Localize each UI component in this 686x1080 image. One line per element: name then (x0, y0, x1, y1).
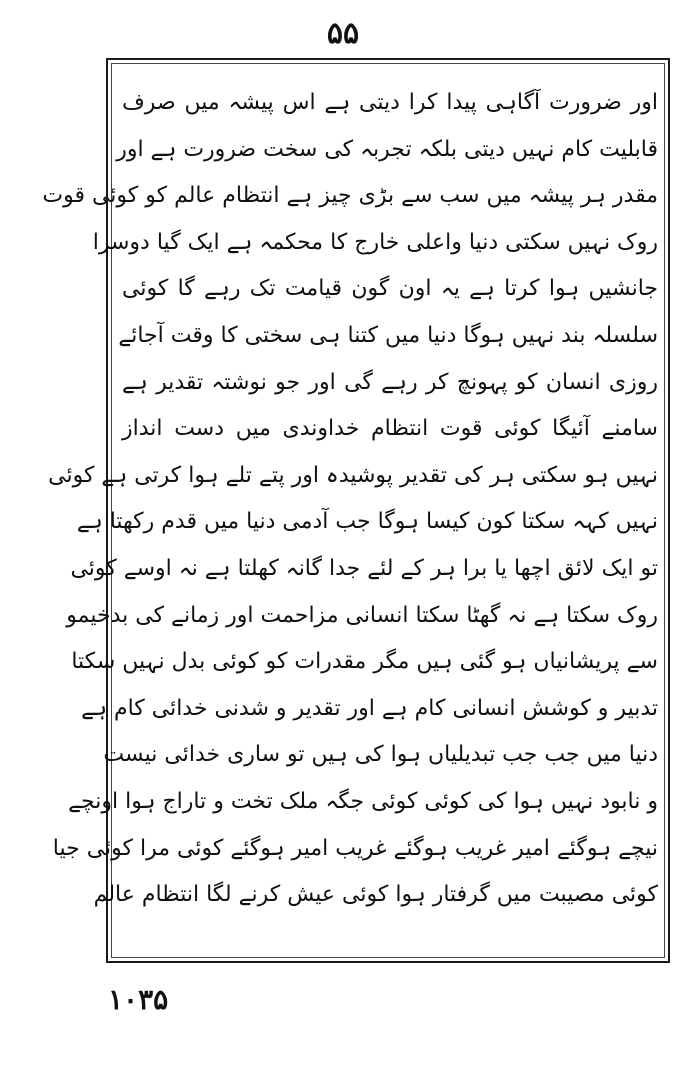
body-line: سلسلہ بند نہیں ہوگا دنیا میں کتنا ہی سختی کا وقت آجائے (118, 322, 658, 348)
page-number: ۵۵ (326, 16, 360, 51)
body-line: و نابود نہیں ہوا کی کوئی کوئی جگہ ملک تخت و تاراج ہوا اونچے (68, 788, 658, 814)
body-line: مقدر ہر پیشہ میں سب سے بڑی چیز ہے انتظام عالم کو کوئی قوت (42, 183, 658, 209)
body-line: روک نہیں سکتی دنیا واعلی خارج کا محکمہ ہے ایک گیا دوسرا (92, 229, 658, 255)
body-line: دنیا میں جب جب تبدیلیاں ہوا کی ہیں تو ساری خدائی نیست (103, 742, 658, 768)
body-line: اور ضرورت آگاہی پیدا کرا دیتی ہے اس پیشہ میں صرف (122, 90, 658, 115)
footer-code: ۱۰۳۵ (108, 983, 169, 1016)
body-line: روزی انسان کو پہونچ کر رہے گی اور جو نوشتہ تقدیر ہے (122, 369, 658, 395)
body-line: روک سکتا ہے نہ گھٹا سکتا انسانی مزاحمت اور زمانے کی بدخیمو (66, 602, 658, 628)
body-line: سے پریشانیاں ہو گئی ہیں مگر مقدرات کو کوئی بدل نہیں سکتا (71, 649, 658, 675)
body-line: نہیں کہہ سکتا کون کیسا ہوگا جب آدمی دنیا میں قدم رکھتا ہے (76, 509, 658, 535)
body-line: جانشیں ہوا کرتا ہے یہ اون گون قیامت تک رہے گا کوئی (122, 276, 658, 302)
body-line: کوئی مصیبت میں گرفتار ہوا کوئی عیش کرنے لگا انتظام عالم (93, 882, 658, 908)
body-text (42, 80, 658, 919)
body-line: تو ایک لائق اچھا یا برا ہر کے لئے جدا گانہ کھلتا ہے نہ اوسے کوئی (70, 555, 658, 581)
body-line: نہیں ہو سکتی ہر کی تقدیر پوشیدہ اور پتے تلے ہوا کرتی ہے کوئی (48, 462, 658, 488)
text-frame (42, 58, 670, 963)
body-line: سامنے آئیگا کوئی قوت انتظام خداوندی میں دست انداز (122, 416, 658, 442)
body-line: تدبیر و کوشش انسانی کام ہے اور تقدیر و شدنی خدائی کام ہے (81, 695, 658, 721)
body-line: قابلیت کام نہیں دیتی بلکہ تجربہ کی سخت ضرورت ہے اور (116, 136, 658, 162)
body-line: نیچے ہوگئے امیر غریب ہوگئے غریب امیر ہوگئے کوئی مرا کوئی جیا (52, 835, 658, 861)
